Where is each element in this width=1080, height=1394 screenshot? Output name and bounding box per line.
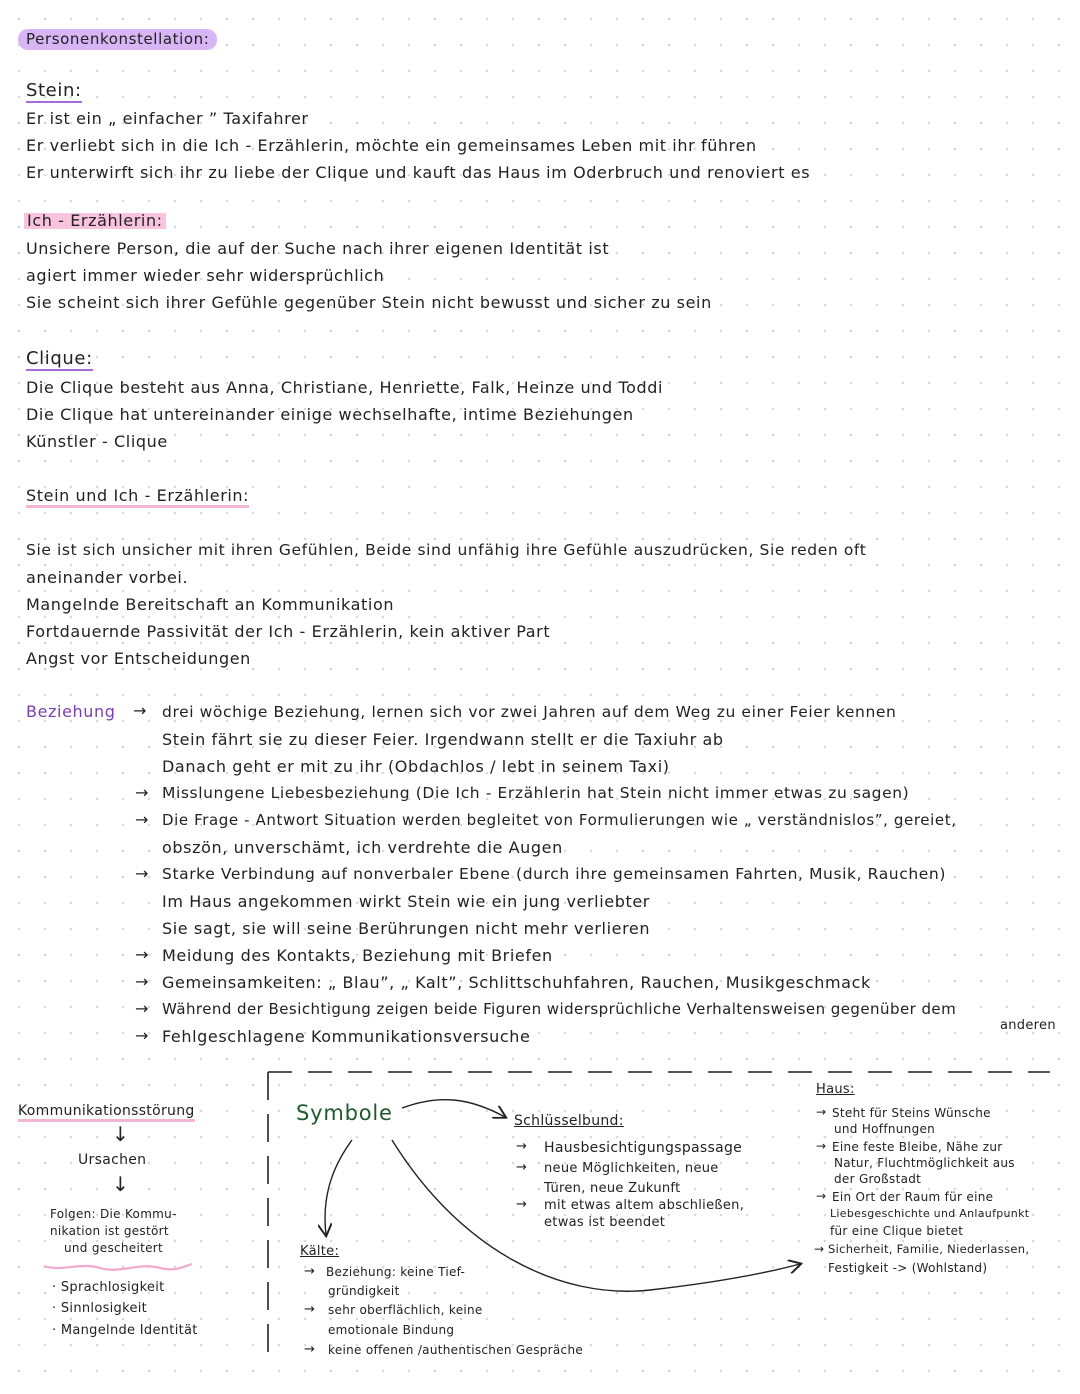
schluesselbund-line: mit etwas altem abschließen, [544,1198,745,1213]
stein-ich-line: Sie ist sich unsicher mit ihren Gefühlen, Beide sind unfähig ihre Gefühle auszudrücken, Sie reden oft [26,541,867,559]
ich-line: agiert immer wieder sehr widersprüchlich [26,266,385,285]
arrow-right-icon: → [816,1105,827,1119]
kaelte-line: keine offenen /authentischen Gespräche [328,1343,584,1357]
schluesselbund-line: etwas ist beendet [544,1215,666,1230]
kommunikation-heading: Kommunikationsstörung [18,1104,195,1122]
beziehung-line: Starke Verbindung auf nonverbaler Ebene (durch ihre gemeinsamen Fahrten, Musik, Rauchen) [162,865,946,883]
clique-line: Die Clique besteht aus Anna, Christiane, Henriette, Falk, Heinze und Toddi [26,378,664,397]
stein-ich-line: aneinander vorbei. [26,568,189,587]
haus-line: Steht für Steins Wünsche [832,1106,991,1120]
haus-line: Festigkeit -> (Wohlstand) [828,1261,988,1275]
beziehung-line: Misslungene Liebesbeziehung (Die Ich - Erzählerin hat Stein nicht immer etwas zu sagen) [162,784,910,802]
ich-line: Unsichere Person, die auf der Suche nach ihrer eigenen Identität ist [26,239,610,258]
arrow-right-icon: → [135,999,149,1018]
arrow-right-icon: → [135,810,149,829]
beziehung-line: Fehlgeschlagene Kommunikationsversuche [162,1027,531,1046]
kaelte-heading: Kälte: [300,1244,340,1259]
arrow-right-icon: → [814,1242,825,1256]
arrow-down-icon: ↓ [112,1122,129,1146]
clique-line: Die Clique hat untereinander einige wechselhafte, intime Beziehungen [26,405,634,424]
page-title: Personenkonstellation: [18,29,217,50]
arrow-right-icon: → [816,1189,827,1203]
folgen-item: · Sprachlosigkeit [52,1280,165,1295]
ich-line: Sie scheint sich ihrer Gefühle gegenüber Stein nicht bewusst und sicher zu sein [26,293,712,312]
arrow-right-icon: → [304,1342,315,1357]
beziehung-line: Im Haus angekommen wirkt Stein wie ein jung verliebter [162,892,650,911]
kaelte-line: Beziehung: keine Tief- [326,1265,466,1279]
stein-ich-line: Fortdauernde Passivität der Ich - Erzählerin, kein aktiver Part [26,622,551,641]
arrow-right-icon: → [516,1160,527,1175]
beziehung-line: anderen [1000,1018,1056,1033]
pink-underline [44,1264,192,1270]
arrow-right-icon: → [816,1139,827,1153]
arrow-to-kaelte [325,1140,352,1235]
haus-line: der Großstadt [834,1172,922,1186]
clique-heading: Clique: [26,348,93,369]
haus-line: Natur, Fluchtmöglichkeit aus [834,1156,1015,1170]
arrow-right-icon: → [304,1302,315,1317]
beziehung-line: Sie sagt, sie will seine Berührungen nicht mehr verlieren [162,919,651,938]
haus-line: Ein Ort der Raum für eine [832,1190,994,1204]
folgen-line: und gescheitert [64,1241,164,1255]
beziehung-line: Stein fährt sie zu dieser Feier. Irgendwann stellt er die Taxiuhr ab [162,730,724,749]
folgen-item: · Sinnlosigkeit [52,1301,148,1316]
clique-line: Künstler - Clique [26,432,168,451]
arrow-right-icon: → [304,1264,315,1279]
haus-heading: Haus: [816,1082,855,1097]
stein-line: Er unterwirft sich ihr zu liebe der Clique und kauft das Haus im Oderbruch und renoviert es [26,163,811,182]
beziehung-line: Danach geht er mit zu ihr (Obdachlos / lebt in seinem Taxi) [162,757,670,776]
symbole-heading: Symbole [296,1101,393,1125]
folgen-line: nikation ist gestört [50,1224,169,1238]
stein-ich-line: Angst vor Entscheidungen [26,649,251,668]
stein-ich-line: Mangelnde Bereitschaft an Kommunikation [26,595,395,614]
beziehung-line: Gemeinsamkeiten: „ Blau”, „ Kalt”, Schlittschuhfahren, Rauchen, Musikgeschmack [162,973,871,992]
stein-line: Er verliebt sich in die Ich - Erzählerin, möchte ein gemeinsames Leben mit ihr führen [26,136,757,155]
arrow-right-icon: → [516,1197,527,1212]
arrow-right-icon: → [135,783,149,802]
haus-line: und Hoffnungen [834,1122,936,1136]
beziehung-label: Beziehung [26,702,116,721]
kaelte-line: gründigkeit [328,1284,400,1298]
schluesselbund-line: Türen, neue Zukunft [544,1181,681,1196]
haus-line: Eine feste Bleibe, Nähe zur [832,1140,1003,1154]
folgen-line: Folgen: Die Kommu- [50,1207,177,1221]
beziehung-line: Die Frage - Antwort Situation werden begleitet von Formulierungen wie „ verständnislos”, gereiet, [162,811,957,829]
arrow-right-icon: → [135,864,149,883]
arrow-right-icon: → [135,945,149,964]
stein-ich-heading: Stein und Ich - Erzählerin: [26,488,249,508]
beziehung-line: Während der Besichtigung zeigen beide Figuren widersprüchliche Verhaltensweisen gegenüber dem [162,1000,957,1018]
ich-heading: Ich - Erzählerin: [24,213,166,229]
haus-line: Sicherheit, Familie, Niederlassen, [828,1242,1030,1256]
kaelte-line: sehr oberflächlich, keine [328,1303,483,1317]
stein-heading: Stein: [26,80,82,101]
arrow-to-schluesselbund [402,1100,505,1117]
kaelte-line: emotionale Bindung [328,1323,455,1337]
arrow-right-icon: → [135,972,149,991]
beziehung-line: obszön, unverschämt, ich verdrehte die Augen [162,838,563,857]
stein-line: Er ist ein „ einfacher ” Taxifahrer [26,109,309,128]
schluesselbund-line: neue Möglichkeiten, neue [544,1161,719,1176]
arrow-right-icon: → [135,1026,149,1045]
schluesselbund-heading: Schlüsselbund: [514,1113,624,1129]
beziehung-line: Meidung des Kontakts, Beziehung mit Briefen [162,946,553,965]
beziehung-line: drei wöchige Beziehung, lernen sich vor zwei Jahren auf dem Weg zu einer Feier kennen [162,703,897,721]
arrow-right-icon: → [133,701,147,720]
schluesselbund-line: Hausbesichtigungspassage [544,1140,743,1156]
haus-line: Liebesgeschichte und Anlaufpunkt [830,1207,1030,1220]
haus-line: für eine Clique bietet [830,1224,964,1238]
folgen-item: · Mangelnde Identität [52,1323,198,1338]
ursachen-label: Ursachen [78,1152,147,1168]
arrow-right-icon: → [516,1139,527,1154]
arrow-down-icon: ↓ [112,1172,129,1196]
